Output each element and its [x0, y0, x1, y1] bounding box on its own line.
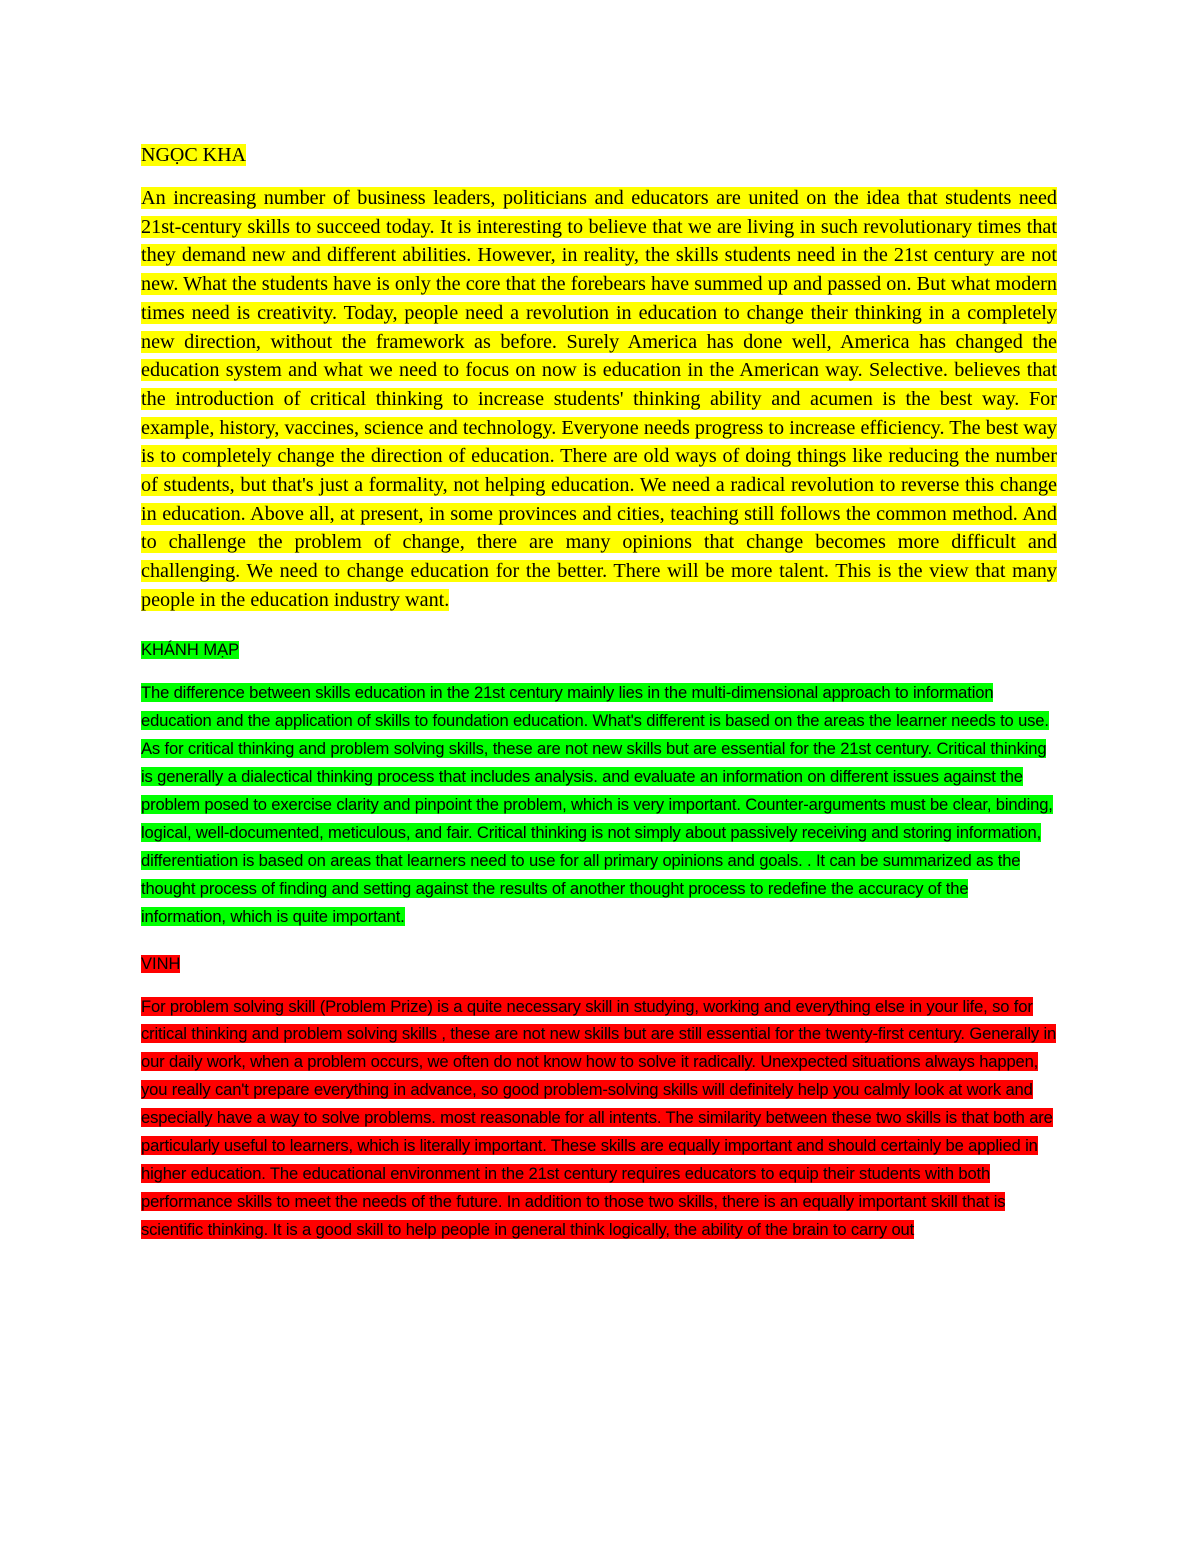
section-paragraph	[141, 679, 1057, 931]
document-page	[141, 140, 1057, 1244]
section-ngoc-kha	[141, 140, 1057, 615]
section-paragraph	[141, 184, 1057, 615]
section-vinh	[141, 951, 1057, 1244]
author-heading	[141, 951, 1057, 977]
section-paragraph	[141, 993, 1057, 1244]
author-heading	[141, 140, 1057, 170]
author-name: NGỌC KHA	[141, 144, 246, 166]
section-khanh-map	[141, 637, 1057, 931]
author-name: VINH	[141, 954, 181, 973]
paragraph-text: The difference between skills education in the 21st century mainly lies in the multi-dimensional approach to information education and the application of skills to foundation education. What's different is based on the areas the learner needs to use. As for critical thinking and problem solving skills, these are not new skills but are essential for the 21st century. Critical thinking is generally a dialectical thinking process that includes analysis. and evaluate an information on different issues against the problem posed to exercise clarity and pinpoint the problem, which is very important. Counter-arguments must be clear, binding, logical, well-documented, meticulous, and fair. Critical thinking is not simply about passively receiving and storing information, differentiation is based on areas that learners need to use for all primary opinions and goals. . It can be summarized as the thought process of finding and setting against the results of another thought process to redefine the accuracy of the information, which is quite important.	[141, 682, 1053, 926]
paragraph-text: For problem solving skill (Problem Prize) is a quite necessary skill in studying, working and everything else in your life, so for critical thinking and problem solving skills , these are not new skills but are still essential for the twenty-first century. Generally in our daily work, when a problem occurs, we often do not know how to solve it radically. Unexpected situations always happen, you really can't prepare everything in advance, so good problem-solving skills will definitely help you calmly look at work and especially have a way to solve problems. most reasonable for all intents. The similarity between these two skills is that both are particularly useful to learners, which is literally important. These skills are equally important and should certainly be applied in higher education. The educational environment in the 21st century requires educators to equip their students with both performance skills to meet the needs of the future. In addition to those two skills, there is an equally important skill that is scientific thinking. It is a good skill to help people in general think logically, the ability of the brain to carry out	[141, 996, 1057, 1239]
author-name: KHÁNH MẠP	[141, 640, 240, 659]
author-heading	[141, 637, 1057, 663]
paragraph-text: An increasing number of business leaders, politicians and educators are united on the idea that students need 21st-century skills to succeed today. It is interesting to believe that we are living in such revolutionary times that they demand new and different abilities. However, in reality, the skills students need in the 21st century are not new. What the students have is only the core that the forebears have summed up and passed on. But what modern times need is creativity. Today, people need a revolution in education to change their thinking in a completely new direction, without the framework as before. Surely America has done well, America has changed the education system and what we need to focus on now is education in the American way. Selective. believes that the introduction of critical thinking to increase students' thinking ability and acumen is the best way. For example, history, vaccines, science and technology. Everyone needs progress to increase efficiency. The best way is to completely change the direction of education. There are old ways of doing things like reducing the number of students, but that's just a formality, not helping education. We need a radical revolution to reverse this change in education. Above all, at present, in some provinces and cities, teaching still follows the common method. And to challenge the problem of change, there are many opinions that change becomes more difficult and challenging. We need to change education for the better. There will be more talent. This is the view that many people in the education industry want.	[141, 187, 1057, 611]
